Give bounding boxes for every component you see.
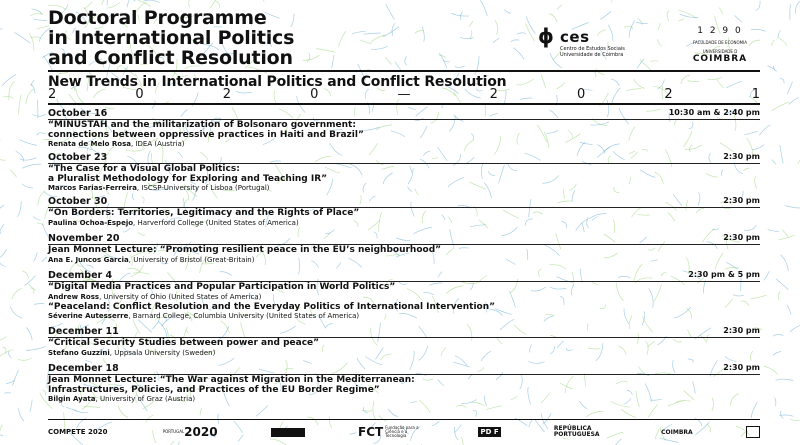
- speaker-affiliation: , Harverford College (United States of America): [133, 218, 299, 227]
- event-speaker-line: [48, 256, 760, 264]
- pdf-logo: [478, 427, 500, 437]
- years-rule: [48, 103, 760, 105]
- republica-logo: [554, 426, 608, 438]
- speaker-name: Stefano Guzzini: [48, 348, 110, 357]
- year-digit: 0: [576, 87, 586, 102]
- uc-date: 1 2 9 0: [697, 26, 743, 36]
- footer-coimbra-label: COIMBRA: [661, 428, 693, 436]
- ces-name: ces: [560, 28, 590, 46]
- event-title: “Critical Security Studies between power and peace”: [48, 338, 320, 348]
- speaker-name: Andrew Ross: [48, 292, 100, 301]
- republica-label: REPÚBLICA PORTUGUESA: [553, 425, 600, 438]
- event-speaker-line: [48, 184, 760, 192]
- year-digit: 0: [135, 87, 144, 102]
- portugal-label: PORTUGAL: [162, 429, 185, 434]
- series-subtitle: New Trends in International Politics and Conflict Resolution: [48, 74, 507, 90]
- fct-sub: Fundação para a Ciência e a Tecnologia: [385, 425, 419, 438]
- year-digit: 2: [664, 87, 673, 102]
- event-time: 2:30 pm: [723, 326, 760, 335]
- compete-logo: COMPETE 2020: [48, 428, 108, 436]
- event-time: 2:30 pm & 5 pm: [688, 270, 760, 279]
- eu-logo: [271, 428, 305, 437]
- event-title: Jean Monnet Lecture: “The War against Migration in the Mediterranean:: [48, 375, 415, 385]
- event-title: a Pluralist Methodology for Exploring and Teaching IR”: [48, 173, 328, 184]
- years-row: [48, 87, 760, 102]
- speaker-affiliation: , Barnard College, Columbia University (United States of America): [128, 312, 360, 320]
- event-block: [48, 363, 760, 403]
- year-digit: 2: [48, 87, 57, 102]
- sponsor-logos: [48, 424, 760, 440]
- speaker-name: Séverine Autesserre: [48, 312, 129, 320]
- event-block: [48, 196, 760, 227]
- pdf-label: PD F: [480, 428, 499, 436]
- fct-label: FCT: [358, 425, 384, 439]
- event-title: “Digital Media Practices and Popular Participation in World Politics”: [48, 282, 396, 292]
- uc-faculty: FACULDADE DE ECONOMIA: [692, 40, 748, 45]
- event-date: November 20: [48, 233, 120, 244]
- uc-name: COIMBRA: [692, 54, 748, 64]
- ces-subtitle: [560, 46, 625, 58]
- speaker-affiliation: , University of Graz (Austria): [95, 395, 196, 403]
- event-block: [48, 326, 760, 357]
- coimbra-logo: [680, 26, 760, 64]
- event-date: December 18: [48, 363, 119, 374]
- event-time: 2:30 pm: [723, 233, 760, 242]
- event-date: October 30: [48, 196, 108, 207]
- unesco-temple-icon: [746, 426, 760, 438]
- speaker-affiliation: , University of Bristol (Great-Britain): [128, 255, 255, 264]
- event-block: [48, 108, 760, 148]
- speaker-name: Marcos Farias-Ferreira: [48, 184, 137, 192]
- footer-rule: [48, 419, 760, 420]
- year-digit: 2: [489, 87, 498, 102]
- eu-flag-icon: [271, 428, 305, 437]
- event-speaker-line: [48, 312, 760, 320]
- event-title: Infrastructures, Policies, and Practices of the EU Border Regime”: [48, 384, 380, 395]
- year-digit: 0: [310, 87, 319, 102]
- speaker-name: Ana E. Juncos Garcia: [48, 255, 129, 264]
- title-line: Doctoral Programme: [48, 7, 267, 29]
- event-title: “The Case for a Visual Global Politics:: [48, 164, 240, 174]
- ces-line2: Universidade de Coimbra: [560, 52, 624, 58]
- event-date: October 16: [48, 108, 108, 119]
- portugal2020-logo: [161, 425, 218, 439]
- fct-logo: [358, 425, 425, 439]
- event-title: connections between oppressive practices in Haiti and Brazil”: [48, 129, 364, 140]
- event-block: [48, 152, 760, 192]
- speaker-affiliation: , IDEA (Austria): [131, 140, 185, 148]
- event-time: 2:30 pm: [723, 152, 760, 161]
- event-title: “On Borders: Territories, Legitimacy and the Rights of Place”: [48, 208, 360, 218]
- event-title: Jean Monnet Lecture: “Promoting resilient peace in the EU’s neighbourhood”: [48, 245, 442, 255]
- event-speaker-line: [48, 395, 760, 403]
- header-rule: [48, 70, 760, 72]
- ces-line1: Centro de Estudos Sociais: [560, 46, 625, 52]
- speaker-name: Paulina Ochoa-Espejo: [48, 218, 134, 227]
- year-digit: 1: [751, 87, 760, 102]
- unesco-logo: [746, 426, 760, 438]
- event-date: December 11: [48, 326, 119, 337]
- speaker-affiliation: , Uppsala University (Sweden): [109, 348, 216, 357]
- event-date: October 23: [48, 152, 108, 163]
- ces-mark-icon: ϕ: [538, 24, 554, 48]
- event-time: 10:30 am & 2:40 pm: [668, 108, 760, 117]
- speaker-name: Renata de Melo Rosa: [48, 140, 131, 148]
- programme-title: [48, 8, 294, 68]
- uc-university: UNIVERSIDADE D: [702, 49, 738, 54]
- event-block: [48, 270, 760, 320]
- event-speaker-line: [48, 349, 760, 357]
- year-digit: 2: [222, 87, 232, 102]
- speaker-affiliation: , ISCSP-University of Lisboa (Portugal): [136, 184, 270, 192]
- event-speaker-line: [48, 293, 760, 301]
- speaker-name: Bilgin Ayata: [48, 395, 96, 403]
- event-title: “MINUSTAH and the militarization of Bolsonaro government:: [48, 120, 356, 130]
- event-speaker-line: [48, 219, 760, 227]
- event-block: [48, 233, 760, 264]
- event-speaker-line: [48, 140, 760, 148]
- event-time: 2:30 pm: [723, 196, 760, 205]
- title-line: in International Politics: [48, 27, 295, 49]
- speaker-affiliation: , University of Ohio (United States of America): [99, 292, 262, 301]
- year-dash: —: [397, 87, 411, 102]
- event-title: “Peaceland: Conflict Resolution and the Everyday Politics of International Intervention”: [48, 301, 496, 312]
- p2020-label: 2020: [184, 425, 218, 439]
- event-time: 2:30 pm: [723, 363, 760, 372]
- event-date: December 4: [48, 270, 113, 281]
- footer-coimbra-logo: [661, 429, 693, 436]
- title-line: and Conflict Resolution: [48, 47, 293, 69]
